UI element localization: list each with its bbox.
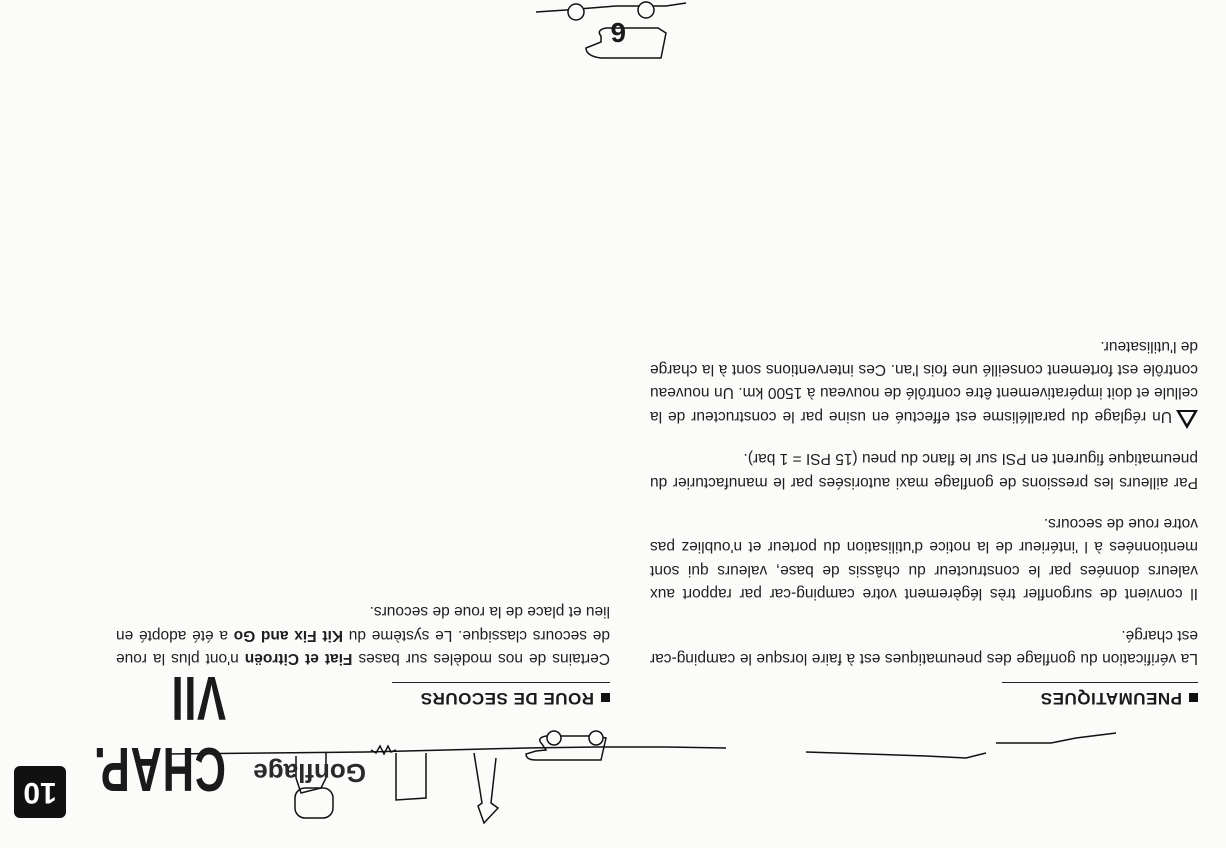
paragraph: Par ailleurs les pressions de gonflage maxi autorisées par le manufacturier du pneumatique figurent en PSI sur le flanc du pneu (15 PSI = 1 bar). xyxy=(650,450,1198,491)
chapter-subtitle: Gonflage xyxy=(253,758,366,788)
pneumatiques-text xyxy=(650,316,1198,670)
icon-number: 10 xyxy=(23,776,57,809)
section-title-roue-de-secours xyxy=(392,682,610,708)
paragraph: Un réglage du parallélisme est effectué en usine par le constructeur de la cellule et doit impérativement être contrôlé de nouveau à 1500 km. Un nouveau contrôle est fortement conseillé une fois l'an. Ces interventions sont à la charge de l'utilisateur. xyxy=(650,334,1198,429)
paragraph: Certains de nos modèles sur bases Fiat et Citroën n'ont plus la roue de secours classique. Le système du Kit Fix and Go a été adopté en lieu et place de la roue de secours. xyxy=(115,603,610,667)
section-bullet xyxy=(1189,693,1198,702)
paragraph: La vérification du gonflage des pneumatiques est à faire lorsque le camping-car est chargé. xyxy=(650,626,1198,667)
section-title-text: ROUE DE SECOURS xyxy=(420,689,594,708)
page-number: 6 xyxy=(610,17,626,48)
paragraph: Il convient de surgonfler très légèrement votre camping-car par rapport aux valeurs données par le constructeur du châssis de base, valeurs qui sont mentionnées à l 'intérieur de la notice d'utilisation du porteur et n'oubliez pas votre roue de secours. xyxy=(650,514,1198,603)
roue-de-secours-text xyxy=(116,582,610,670)
section-bullet xyxy=(601,693,610,702)
warning-triangle-icon xyxy=(1176,410,1198,429)
chapter-title: CHAP. VII xyxy=(93,663,226,803)
section-title-pneumatiques xyxy=(1002,682,1198,708)
section-title-text: PNEUMATIQUES xyxy=(1040,689,1182,708)
tire-icon xyxy=(14,766,66,818)
